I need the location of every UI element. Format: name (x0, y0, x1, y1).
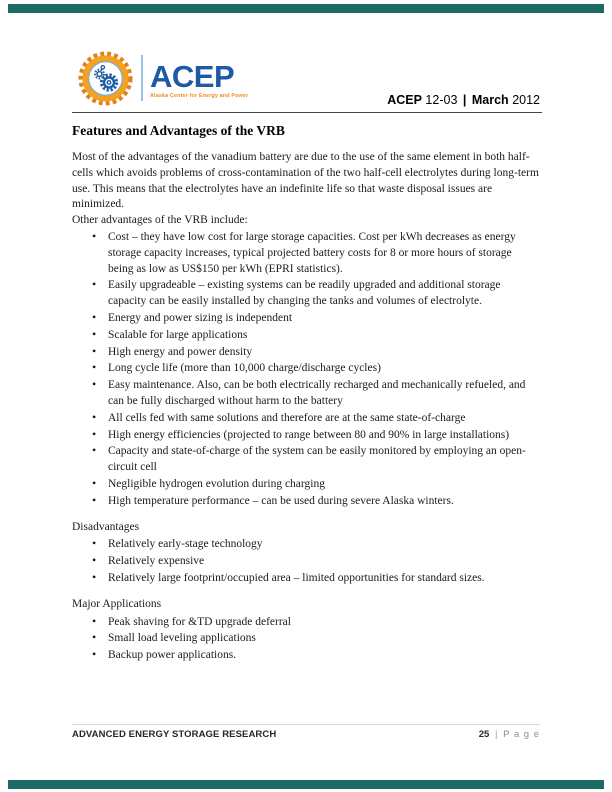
list-item (108, 311, 540, 327)
list-item (108, 345, 540, 361)
list-item (108, 537, 540, 553)
list-item (108, 411, 540, 427)
list-item-text: Scalable for large applications (108, 328, 248, 341)
docref-year: 2012 (512, 93, 540, 107)
list-item (108, 615, 540, 631)
list-item (108, 631, 540, 647)
list-item (108, 571, 540, 587)
docref-month: March (471, 93, 509, 107)
list-item-text: All cells fed with same solutions and therefore are at the same state-of-charge (108, 411, 466, 424)
list-item-text: Easy maintenance. Also, can be both electrically recharged and mechanically refueled, and can be fully discharged without harm to the battery (108, 379, 526, 407)
intro-paragraph: Most of the advantages of the vanadium battery are due to the use of the same element in both half-cells which avoids problems of cross-contamination of the two half-cell electrolytes during long-term use. This means that the electrolytes have an indefinite life so that waste disposal issues are minimized. (72, 151, 539, 211)
docref-separator: | (462, 93, 467, 107)
list-item-text: Easily upgradeable – existing systems can be readily upgraded and additional storage capacity can be easily installed by changing the tanks and volumes of electrolyte. (108, 279, 501, 308)
list-item-text: Small load leveling applications (108, 632, 256, 645)
bottom-accent-bar (8, 780, 604, 789)
list-item-text: Relatively expensive (108, 555, 205, 568)
docref-number: 12-03 (425, 93, 458, 107)
applications-list (72, 615, 540, 664)
list-item-text: Capacity and state-of-charge of the system can be easily monitored by employing an open-circuit cell (108, 445, 526, 474)
list-item (108, 477, 540, 493)
list-item (108, 444, 540, 476)
header-rule (72, 112, 542, 113)
logo-text (150, 59, 249, 99)
disadvantages-list (72, 537, 540, 586)
footer-row (72, 725, 540, 740)
list-item-text: Cost – they have low cost for large storage capacities. Cost per kWh decreases as energy storage capacity increases, typical projected battery costs for 8 or more hours of storage being as low as US$150 per kWh (EPRI statistics). (108, 230, 516, 275)
list-item-text: Backup power applications. (108, 649, 237, 662)
page-title: Features and Advantages of the VRB (72, 123, 285, 138)
page-content (72, 120, 540, 665)
list-item (108, 328, 540, 344)
list-intro: Other advantages of the VRB include: (72, 214, 248, 227)
footer-page-word: P a g e (503, 729, 540, 740)
list-item-text: Relatively early-stage technology (108, 538, 263, 551)
list-item (108, 278, 540, 310)
section-heading-applications: Major Applications (72, 597, 162, 610)
list-item (108, 361, 540, 377)
list-item-text: High temperature performance – can be used during severe Alaska winters. (108, 494, 454, 507)
doc-reference (387, 93, 540, 107)
list-item (108, 378, 540, 410)
docref-org: ACEP (387, 93, 422, 107)
list-item-text: Relatively large footprint/occupied area – limited opportunities for standard sizes. (108, 571, 485, 584)
page-footer (72, 724, 540, 740)
footer-page-indicator (479, 729, 540, 740)
list-item-text: High energy and power density (108, 345, 253, 358)
list-item (108, 494, 540, 510)
list-item-text: Long cycle life (more than 10,000 charge/discharge cycles) (108, 362, 381, 375)
gear-icon (77, 50, 134, 107)
list-item-text: Energy and power sizing is independent (108, 311, 293, 324)
section-heading-disadvantages: Disadvantages (72, 520, 140, 533)
list-item (108, 230, 540, 277)
footer-separator: | (494, 729, 498, 740)
list-item-text: High energy efficiencies (projected to range between 80 and 90% in large installations) (108, 428, 510, 441)
acep-logo (77, 50, 248, 107)
advantages-list (72, 230, 540, 510)
logo-divider (141, 55, 143, 101)
logo-acronym: ACEP (150, 59, 235, 94)
top-accent-bar (8, 4, 604, 13)
list-item (108, 428, 540, 444)
list-item (108, 648, 540, 664)
footer-page-number: 25 (478, 729, 490, 740)
footer-report-title: ADVANCED ENERGY STORAGE RESEARCH (72, 729, 277, 740)
list-item-text: Negligible hydrogen evolution during charging (108, 477, 325, 490)
logo-tagline: Alaska Center for Energy and Power (150, 93, 249, 99)
list-item-text: Peak shaving for &TD upgrade deferral (108, 615, 291, 628)
list-item (108, 554, 540, 570)
